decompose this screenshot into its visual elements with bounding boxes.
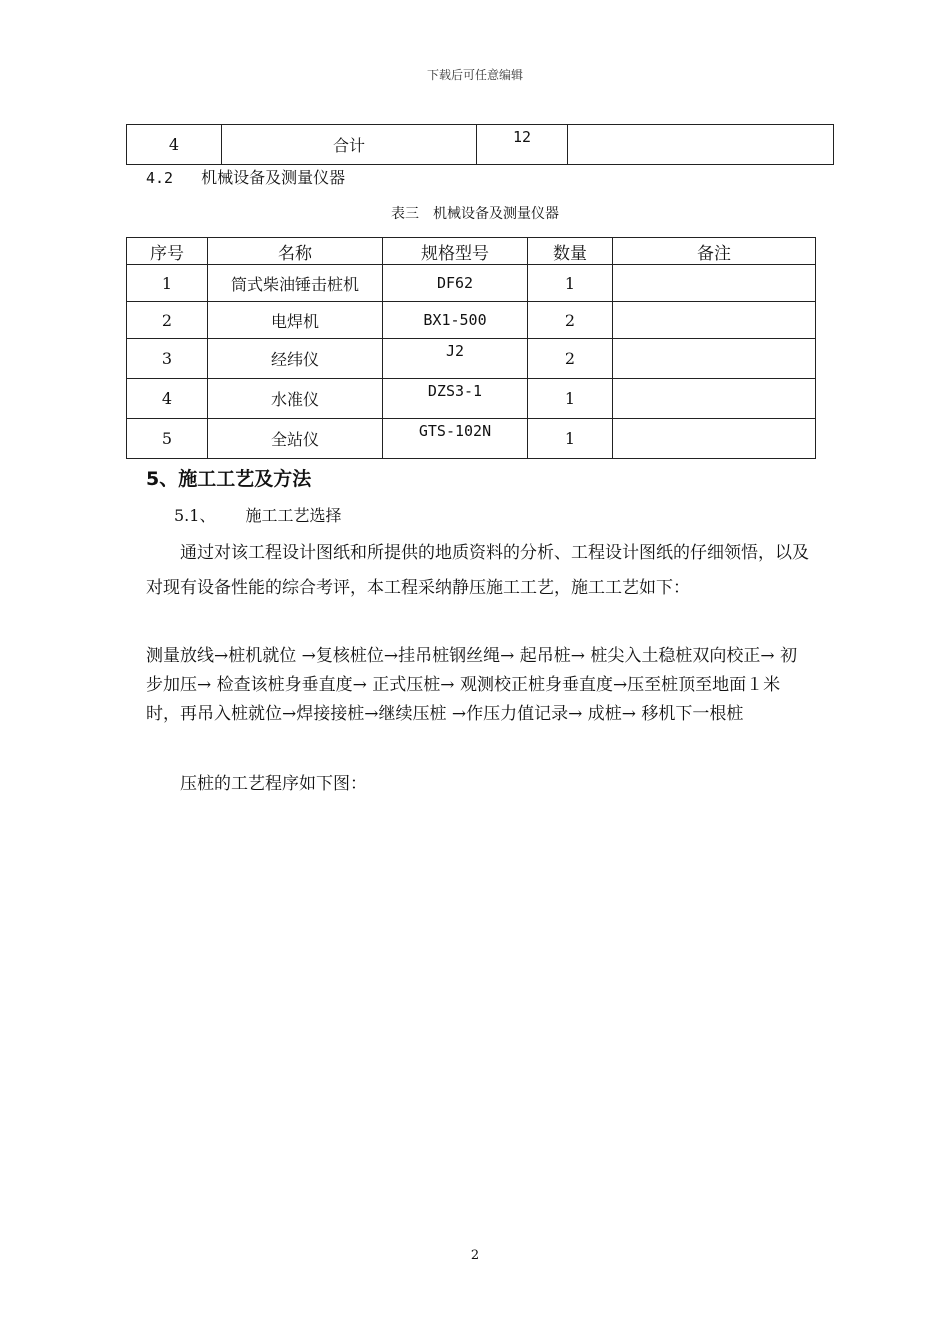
process-flow-paragraph: 测量放线→桩机就位 →复核桩位→挂吊桩钢丝绳→ 起吊桩→ 桩尖入土稳桩双向校正→ 初步加压→ 检查该桩身垂直度→ 正式压桩→ 观测校正桩身垂直度→压至桩顶至地面１米时，再吊入桩就位→焊接接桩→继续压桩 →作压力值记录→ 成桩→ 移机下一根桩 — [146, 646, 798, 724]
table-cell: 1 — [127, 265, 208, 302]
section-number: 5.1、 — [174, 506, 216, 525]
table-cell: 2 — [528, 339, 613, 379]
table-cell: BX1-500 — [383, 302, 528, 339]
table-cell: 1 — [528, 379, 613, 419]
table-cell: 3 — [127, 339, 208, 379]
table-cell: 合计 — [222, 125, 477, 165]
table-row — [127, 339, 816, 379]
table-cell: 1 — [528, 265, 613, 302]
table-cell: GTS-102N — [383, 419, 528, 459]
table-row — [127, 419, 816, 459]
table-cell: 4 — [127, 379, 208, 419]
table-cell: 电焊机 — [208, 302, 383, 339]
header-note: 下载后可任意编辑 — [426, 68, 523, 82]
table-cell — [568, 125, 834, 165]
table-row — [127, 125, 834, 165]
table-row — [127, 302, 816, 339]
equipment-table — [126, 237, 816, 459]
header-cell: 序号 — [127, 238, 208, 265]
table-row — [127, 379, 816, 419]
caption-number: 表三 — [391, 206, 419, 222]
caption-title: 机械设备及测量仪器 — [433, 206, 559, 222]
header-cell: 规格型号 — [383, 238, 528, 265]
table-cell — [613, 302, 816, 339]
table-cell: 水准仪 — [208, 379, 383, 419]
table-cell — [613, 379, 816, 419]
table-header-row — [127, 238, 816, 265]
table-cell: 经纬仪 — [208, 339, 383, 379]
closing-paragraph: 压桩的工艺程序如下图： — [180, 774, 367, 794]
table-cell: 全站仪 — [208, 419, 383, 459]
table-cell — [613, 265, 816, 302]
table-cell: DZS3-1 — [383, 379, 528, 419]
section-title: 机械设备及测量仪器 — [201, 168, 346, 187]
table-cell: 1 — [528, 419, 613, 459]
table-cell — [613, 339, 816, 379]
table-cell: 2 — [127, 302, 208, 339]
summary-table — [126, 124, 834, 165]
table-cell — [613, 419, 816, 459]
section-heading-5-1 — [174, 503, 341, 526]
page-number: 2 — [470, 1248, 480, 1263]
section-title: 施工工艺选择 — [245, 506, 342, 525]
table-cell: DF62 — [383, 265, 528, 302]
header-cell: 名称 — [208, 238, 383, 265]
intro-paragraph: 通过对该工程设计图纸和所提供的地质资料的分析、工程设计图纸的仔细领悟，以及对现有设备性能的综合考评，本工程采纳静压施工工艺，施工工艺如下： — [146, 543, 809, 598]
table-row — [127, 265, 816, 302]
header-cell: 备注 — [613, 238, 816, 265]
table-cell: 12 — [477, 125, 568, 165]
table-cell: 筒式柴油锤击桩机 — [208, 265, 383, 302]
section-heading-5: 5、施工工艺及方法 — [146, 468, 312, 490]
table-cell: 4 — [127, 125, 222, 165]
table-cell: 5 — [127, 419, 208, 459]
table-cell: J2 — [383, 339, 528, 379]
header-cell: 数量 — [528, 238, 613, 265]
table-cell: 2 — [528, 302, 613, 339]
section-heading-4-2 — [146, 165, 345, 188]
table-caption — [0, 203, 950, 223]
section-number: 4.2 — [146, 169, 174, 187]
